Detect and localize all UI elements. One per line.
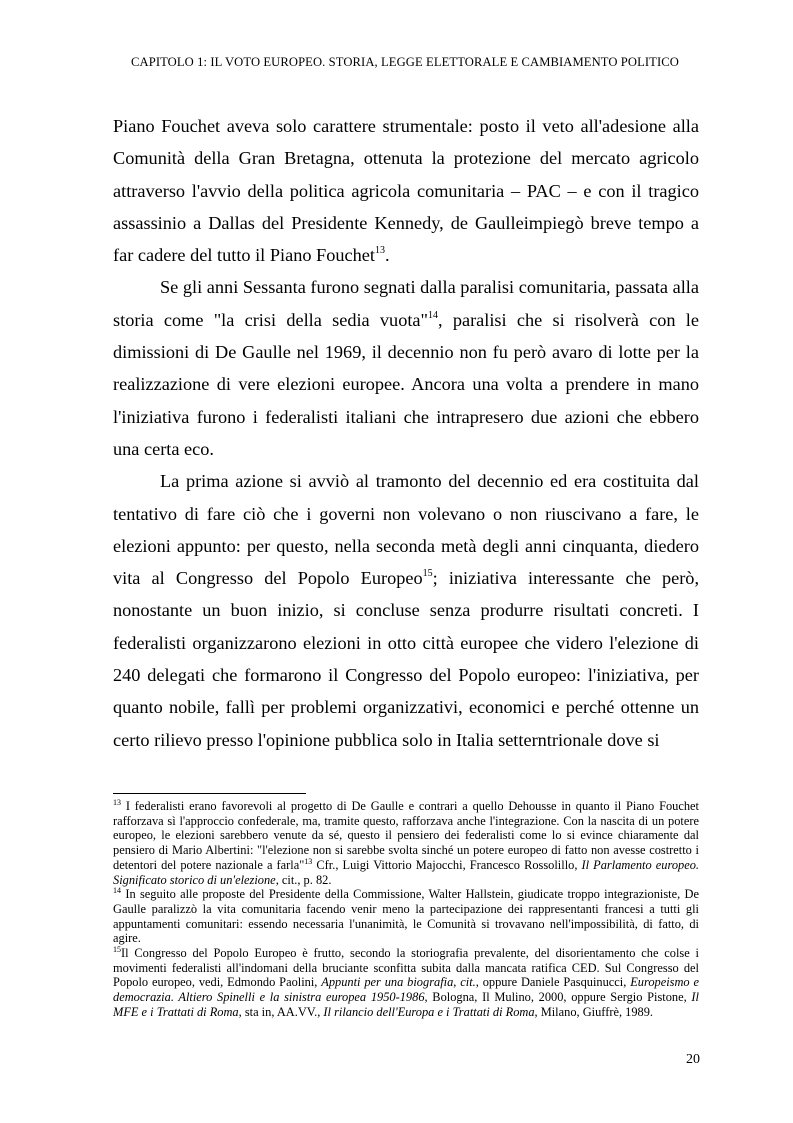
paragraph-text: Piano Fouchet aveva solo carattere strumentale: posto il veto all'adesione alla Comunità della Gran Bretagna, ottenuta la protezione del mercato agricolo attraverso l'avvio della politica agricola comunitaria – PAC – e con il tragico assassinio a Dallas del Presidente Kennedy, de Gaulleimpiegò breve tempo a far cadere del tutto il Piano Fouchet bbox=[113, 116, 699, 266]
footnotes bbox=[113, 799, 699, 1020]
footnote-inner-ref: 13 bbox=[304, 856, 313, 866]
paragraph-text: , paralisi che si risolverà con le dimissioni di De Gaulle nel 1969, il decennio non fu però avaro di lotte per la realizzazione di vere elezioni europee. Ancora una volta a prendere in mano l'iniziativa furono i federalisti italiani che intrapresero due azioni che ebbero una certa eco. bbox=[113, 309, 699, 459]
footnote-text: , Bologna, Il Mulino, 2000, oppure Sergio Pistone, bbox=[424, 990, 692, 1005]
footnote-14 bbox=[113, 887, 699, 946]
paragraph-3 bbox=[113, 465, 699, 756]
footnote-text: , oppure Daniele Pasquinucci, bbox=[475, 975, 631, 990]
footnote-separator bbox=[113, 793, 306, 794]
paragraph-text: . bbox=[384, 245, 390, 266]
paragraph-2 bbox=[113, 271, 699, 465]
footnote-text: Il Congresso del Popolo Europeo è frutto, secondo la storiografia prevalente, del disorientamento che colse i movimenti federalisti all'indomani della bruciante sconfitta subita dalla mancata ratifica CED. Sul Congresso del Popolo europeo, vedi, Edmondo Paolini, bbox=[113, 946, 699, 990]
footnote-ref-13[interactable]: 13 bbox=[374, 245, 385, 257]
footnote-text: In seguito alle proposte del Presidente della Commissione, Walter Hallstein, giudicate troppo integrazioniste, De Gaulle paralizzò la vita comunitaria facendo venir meno la partecipazione dei rappresentanti francesi a tutti gli appuntamenti comunitari: essendo necessaria l'unanimità, le Comunità si trovavano nell'impossibilità, di fatto, di agire. bbox=[113, 887, 699, 946]
citation-title: Appunti per una biografia bbox=[321, 975, 454, 990]
footnote-number: 14 bbox=[113, 886, 121, 896]
footnote-13 bbox=[113, 799, 699, 887]
paragraph-text: Se gli anni Sessanta furono segnati dalla paralisi comunitaria, passata alla storia come "la crisi della sedia vuota" bbox=[113, 277, 699, 330]
citation-title: Europeismo e democrazia. Altiero Spinelli e la sinistra europea 1950-1986 bbox=[113, 975, 699, 1005]
citation-title: Il rilancio dell'Europa e i Trattati di Roma bbox=[323, 1004, 535, 1019]
footnote-text: , bbox=[453, 975, 461, 990]
paragraph-1 bbox=[113, 110, 699, 271]
footnote-ref-14[interactable]: 14 bbox=[428, 309, 438, 321]
footnote-ref-15[interactable]: 15 bbox=[422, 568, 433, 580]
citation-title: cit. bbox=[460, 975, 476, 990]
footnote-text: I federalisti erano favorevoli al progetto di De Gaulle e contrari a quello Dehousse in quanto il Piano Fouchet rafforzava sì l'approccio confederale, ma, tramite questo, rafforzava anche l'integrazione. Con la nascita di un potere europeo, le elezioni sarebbero venute da sé, questo il pensiero dei federalisti come lo si evince chiaramente dal pensiero di Mario Albertini: "l'elezione non si sarebbe svolta sinché un potere europeo di fatto non avesse costretto i detentori del potere nazionale a farla" bbox=[113, 799, 699, 872]
page-number: 20 bbox=[686, 1052, 700, 1067]
citation-title: Il MFE e i Trattati di Roma bbox=[113, 990, 699, 1019]
footnote-number: 13 bbox=[113, 798, 121, 807]
footnote-text: , sta in, AA.VV., bbox=[238, 1004, 324, 1019]
paragraph-text: La prima azione si avviò al tramonto del decennio ed era costituita dal tentativo di fare ciò che i governi non volevano o non riuscivano a fare, le elezioni appunto: per questo, nella seconda metà degli anni cinquanta, diedero vita al Congresso del Popolo Europeo bbox=[113, 471, 699, 589]
body-text bbox=[113, 110, 699, 756]
footnote-text: Cfr., Luigi Vittorio Majocchi, Francesco Rossolillo, bbox=[312, 857, 582, 872]
paragraph-text: ; iniziativa interessante che però, nonostante un buon inizio, si concluse senza produrre risultati concreti. I federalisti organizzarono elezioni in otto città europee che videro l'elezione di 240 delegati che formarono il Congresso del Popolo europeo: l'iniziativa, per quanto nobile, fallì per problemi organizzativi, economici e perché ottenne un certo rilievo presso l'opinione pubblica solo in Italia setterntrionale dove si bbox=[113, 568, 700, 750]
citation-title: Il Parlamento europeo. Significato storico di un'elezione bbox=[113, 857, 699, 887]
footnote-text: , cit., p. 82. bbox=[275, 872, 332, 887]
footnote-15 bbox=[113, 946, 699, 1020]
running-head: CAPITOLO 1: IL VOTO EUROPEO. STORIA, LEGGE ELETTORALE E CAMBIAMENTO POLITICO bbox=[131, 55, 679, 69]
footnote-text: , Milano, Giuffrè, 1989. bbox=[534, 1004, 654, 1019]
footnote-number: 15 bbox=[113, 945, 121, 955]
